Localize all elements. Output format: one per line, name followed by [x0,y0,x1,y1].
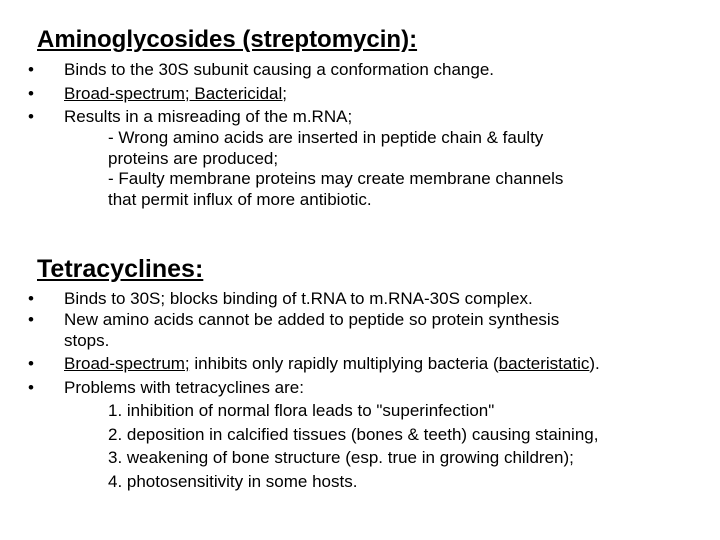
sub-line [0,129,720,147]
problem-text: 4. photosensitivity in some hosts. [108,471,358,491]
bacteristatic-text: bacteristatic [498,354,590,373]
bullet-text [64,352,600,376]
sub-text: - Faulty membrane proteins may create membrane channels [108,169,564,188]
sub-text: - Wrong amino acids are inserted in peptide chain & faulty [108,127,544,147]
problem-text: 3. weakening of bone structure (esp. true in growing children); [108,448,574,467]
bullet-icon: • [28,354,34,373]
problem-text: 2. deposition in calcified tissues (bones & teeth) causing staining, [108,424,599,444]
list-item [0,311,720,329]
sub-text: that permit influx of more antibiotic. [108,190,372,209]
problem-item [0,446,720,470]
inhibits-text: inhibits only rapidly multiplying bacteria ( [189,354,499,373]
list-item [0,287,720,311]
bullet-text: Binds to the 30S subunit causing a conformation change. [64,60,495,79]
tetracyclines-list [0,287,720,493]
sub-line [0,147,720,171]
aminoglycosides-list [0,58,720,212]
sub-text: proteins are produced; [108,148,279,168]
list-item [0,376,720,400]
problem-item [0,399,720,423]
aminoglycosides-heading: Aminoglycosides (streptomycin): [37,26,418,53]
problem-item [0,470,720,494]
problem-text: 1. inhibition of normal flora leads to "superinfection" [108,401,495,420]
bullet-icon: • [28,309,34,329]
bullet-icon: • [28,60,34,79]
list-item [0,82,720,106]
tetracyclines-heading: Tetracyclines: [37,255,204,283]
bullet-icon: • [28,289,34,308]
bullet-text: New amino acids cannot be added to peptide so protein synthesis [64,309,560,329]
bullet-icon: • [28,377,34,397]
broad-spectrum-text: Broad-spectrum; [64,354,190,373]
bullet-icon: • [28,107,34,126]
bullet-text: Problems with tetracyclines are: [64,377,304,397]
bullet-text: Results in a misreading of the m.RNA; [64,107,353,126]
continuation-text: stops. [64,330,110,350]
list-item [0,58,720,82]
list-item [0,105,720,129]
bullet-text: Broad-spectrum; Bactericidal; [64,83,287,103]
list-item-continuation [0,329,720,353]
bullet-text: Binds to 30S; blocks binding of t.RNA to m.RNA-30S complex. [64,289,533,308]
sub-line [0,188,720,212]
bullet-text [64,329,109,353]
closing-text: ). [589,354,600,373]
problem-item [0,423,720,447]
list-item [0,352,720,376]
bullet-icon: • [28,83,34,103]
sub-line [0,170,720,188]
